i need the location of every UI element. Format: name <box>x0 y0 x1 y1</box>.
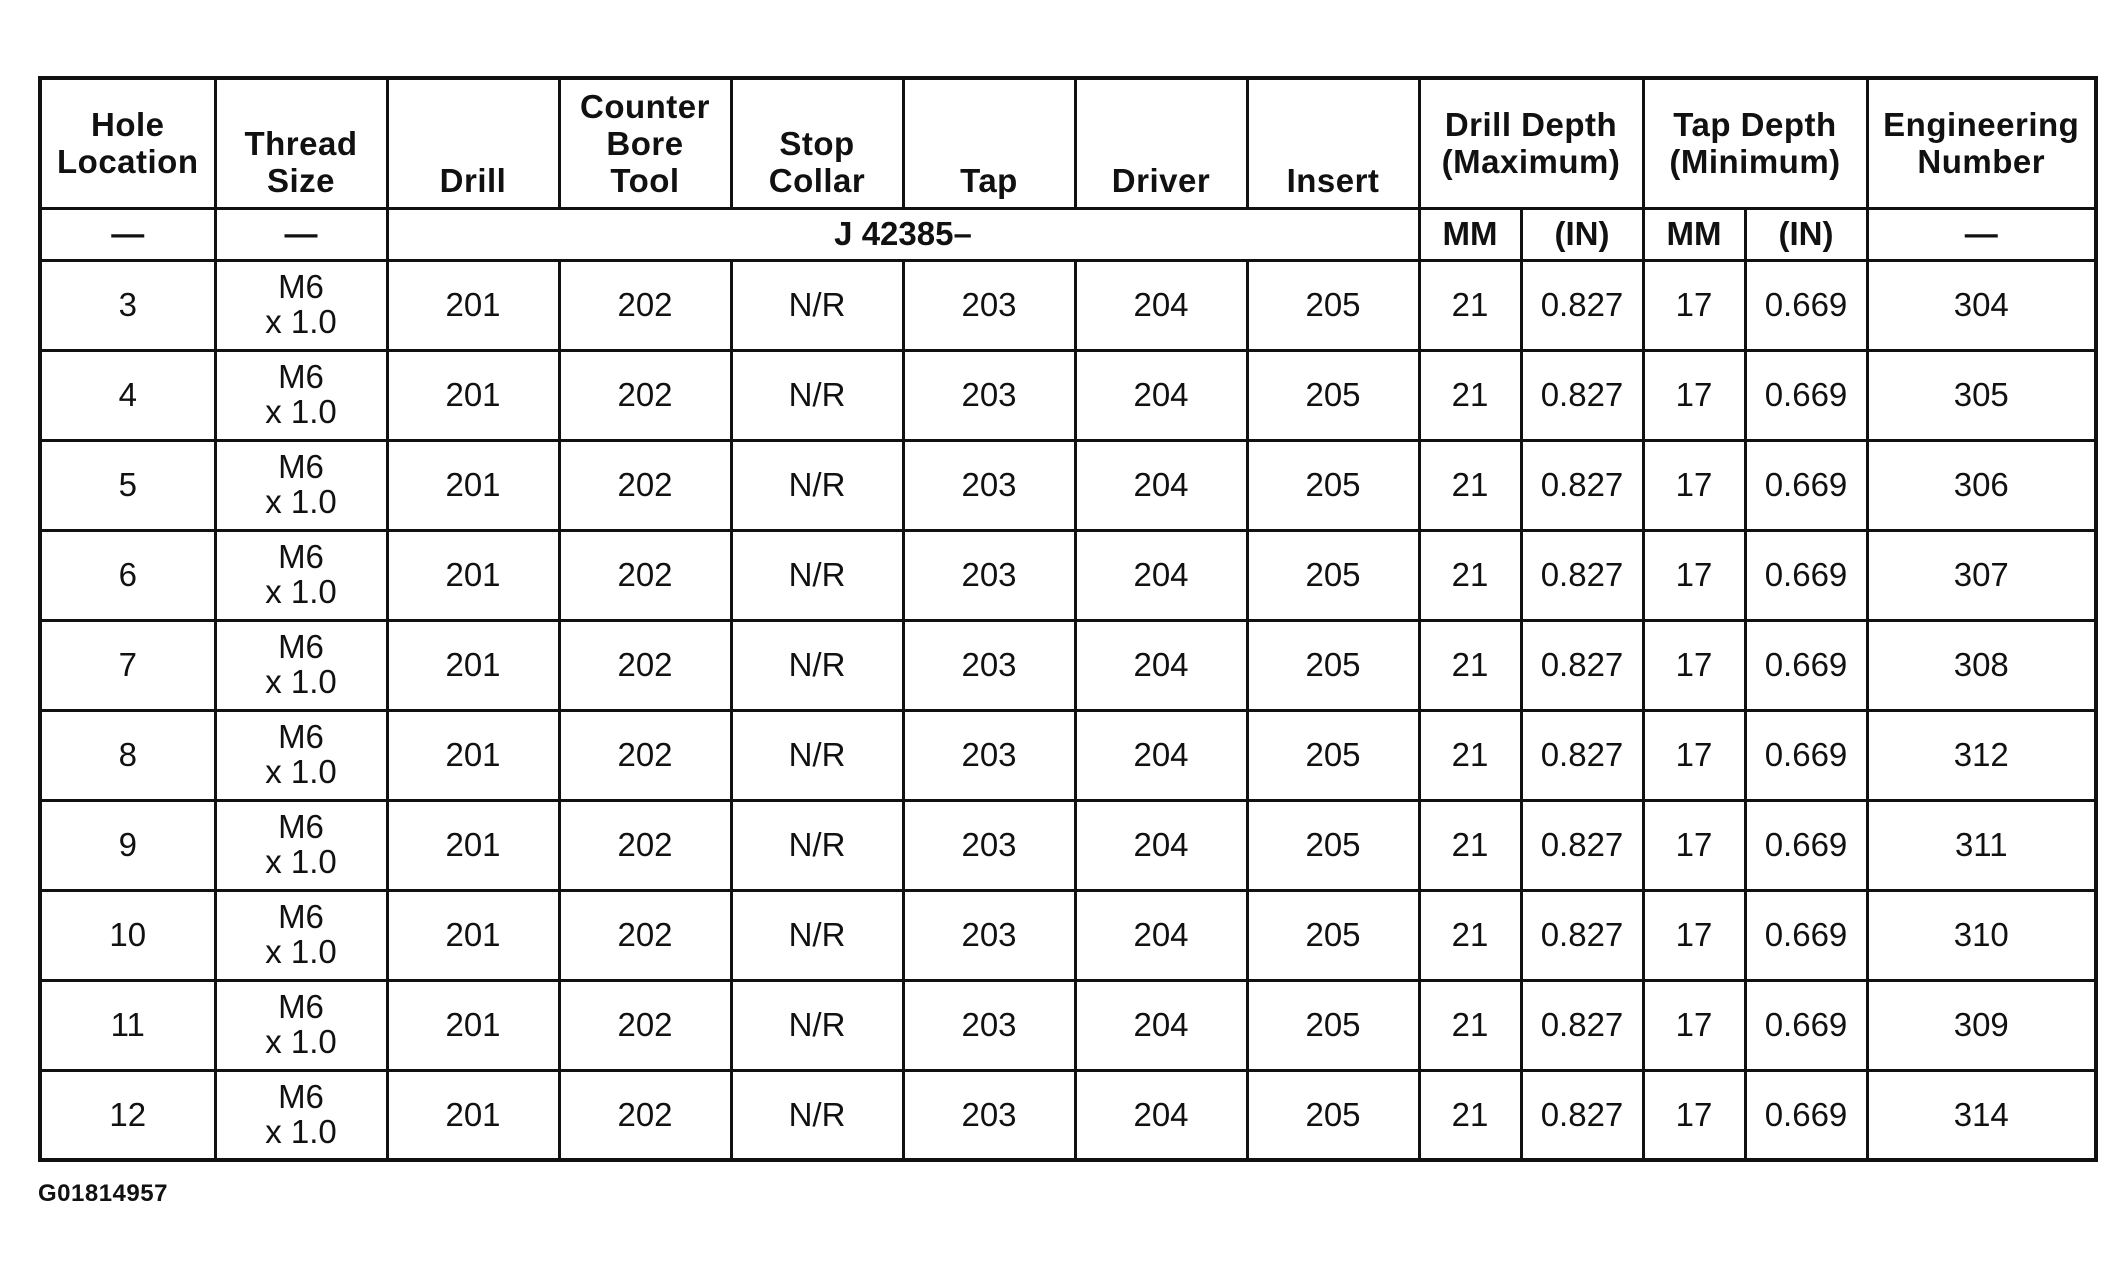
cell-insert: 205 <box>1247 800 1419 890</box>
cell-hole-location: 12 <box>40 1070 215 1160</box>
cell-thread-size <box>215 620 387 710</box>
cell-insert: 205 <box>1247 1070 1419 1160</box>
cell-hole-location: 6 <box>40 530 215 620</box>
header-driver <box>1075 78 1247 208</box>
cell-drill: 201 <box>387 260 559 350</box>
thread-size-line: M6 <box>278 988 324 1025</box>
cell-counter-bore-tool: 202 <box>559 1070 731 1160</box>
cell-drill-depth-mm: 21 <box>1419 1070 1521 1160</box>
cell-drill-depth-mm: 21 <box>1419 890 1521 980</box>
figure-id: G01814957 <box>38 1180 168 1207</box>
cell-driver: 204 <box>1075 980 1247 1070</box>
cell-stop-collar: N/R <box>731 890 903 980</box>
cell-drill-depth-mm: 21 <box>1419 530 1521 620</box>
cell-drill-depth-in: 0.827 <box>1521 440 1643 530</box>
thread-size-line: M6 <box>278 628 324 665</box>
cell-hole-location: 9 <box>40 800 215 890</box>
thread-size-line: M6 <box>278 808 324 845</box>
cell-tap-depth-mm: 17 <box>1643 530 1745 620</box>
cell-drill-depth-in: 0.827 <box>1521 800 1643 890</box>
cell-stop-collar: N/R <box>731 1070 903 1160</box>
cell-stop-collar: N/R <box>731 440 903 530</box>
header-drill <box>387 78 559 208</box>
cell-driver: 204 <box>1075 800 1247 890</box>
thread-size-line: x 1.0 <box>265 1112 337 1150</box>
cell-engineering-number: 310 <box>1867 890 2096 980</box>
thread-size-value <box>265 449 337 519</box>
cell-thread-size <box>215 890 387 980</box>
table-header-row <box>40 78 2096 208</box>
header-line: Location <box>57 143 199 181</box>
thread-size-line: x 1.0 <box>265 303 337 340</box>
table-row <box>40 710 2096 800</box>
cell-drill-depth-in: 0.827 <box>1521 1070 1643 1160</box>
header-line: Engineering <box>1883 106 2080 144</box>
cell-insert: 205 <box>1247 980 1419 1070</box>
header-line: (Maximum) <box>1441 143 1621 181</box>
cell-engineering-number: 311 <box>1867 800 2096 890</box>
thread-size-line: x 1.0 <box>265 573 337 610</box>
header-counter-bore-tool <box>559 78 731 208</box>
table-row <box>40 530 2096 620</box>
table-row <box>40 350 2096 440</box>
tool-spec-table <box>38 76 2098 1162</box>
table-row <box>40 800 2096 890</box>
cell-tap-depth-mm: 17 <box>1643 890 1745 980</box>
thread-size-line: M6 <box>278 898 324 935</box>
header-line: Drill <box>439 161 507 199</box>
thread-size-line: M6 <box>278 268 324 305</box>
cell-thread-size <box>215 980 387 1070</box>
cell-hole-location: 4 <box>40 350 215 440</box>
cell-drill-depth-in: 0.827 <box>1521 260 1643 350</box>
cell-drill: 201 <box>387 440 559 530</box>
header-line: Thread <box>244 124 358 162</box>
thread-size-line: x 1.0 <box>265 663 337 700</box>
cell-driver: 204 <box>1075 1070 1247 1160</box>
cell-tap-depth-mm: 17 <box>1643 710 1745 800</box>
cell-counter-bore-tool: 202 <box>559 350 731 440</box>
cell-tap: 203 <box>903 890 1075 980</box>
cell-insert: 205 <box>1247 530 1419 620</box>
header-stop-collar <box>731 78 903 208</box>
cell-stop-collar: N/R <box>731 620 903 710</box>
cell-drill: 201 <box>387 530 559 620</box>
cell-tap: 203 <box>903 1070 1075 1160</box>
cell-drill: 201 <box>387 800 559 890</box>
cell-stop-collar: N/R <box>731 710 903 800</box>
header-engineering-number <box>1867 78 2096 208</box>
cell-tap: 203 <box>903 800 1075 890</box>
thread-size-value <box>265 1079 337 1149</box>
cell-driver: 204 <box>1075 350 1247 440</box>
cell-tap-depth-mm: 17 <box>1643 260 1745 350</box>
subheader-tool-prefix: J 42385– <box>387 208 1419 260</box>
cell-tap-depth-in: 0.669 <box>1745 350 1867 440</box>
header-tap-depth <box>1643 78 1867 208</box>
cell-drill-depth-mm: 21 <box>1419 800 1521 890</box>
header-line: Number <box>1917 143 2046 181</box>
cell-insert: 205 <box>1247 260 1419 350</box>
header-hole-location <box>40 78 215 208</box>
cell-hole-location: 5 <box>40 440 215 530</box>
cell-insert: 205 <box>1247 710 1419 800</box>
cell-tap-depth-in: 0.669 <box>1745 260 1867 350</box>
cell-driver: 204 <box>1075 440 1247 530</box>
cell-tap-depth-mm: 17 <box>1643 620 1745 710</box>
cell-tap-depth-in: 0.669 <box>1745 440 1867 530</box>
thread-size-line: x 1.0 <box>265 753 337 790</box>
cell-stop-collar: N/R <box>731 260 903 350</box>
cell-drill-depth-mm: 21 <box>1419 710 1521 800</box>
cell-drill-depth-mm: 21 <box>1419 260 1521 350</box>
thread-size-value <box>265 629 337 699</box>
cell-drill-depth-in: 0.827 <box>1521 620 1643 710</box>
cell-counter-bore-tool: 202 <box>559 800 731 890</box>
table-row <box>40 620 2096 710</box>
header-line: Insert <box>1286 161 1380 199</box>
thread-size-line: M6 <box>278 538 324 575</box>
cell-thread-size <box>215 530 387 620</box>
cell-tap-depth-in: 0.669 <box>1745 620 1867 710</box>
table-row <box>40 980 2096 1070</box>
cell-tap-depth-mm: 17 <box>1643 800 1745 890</box>
thread-size-line: x 1.0 <box>265 933 337 970</box>
cell-hole-location: 10 <box>40 890 215 980</box>
thread-size-line: x 1.0 <box>265 483 337 520</box>
thread-size-value <box>265 989 337 1059</box>
cell-tap-depth-mm: 17 <box>1643 350 1745 440</box>
header-line: Bore <box>606 124 684 162</box>
cell-tap-depth-in: 0.669 <box>1745 890 1867 980</box>
thread-size-value <box>265 809 337 879</box>
thread-size-value <box>265 359 337 429</box>
cell-tap: 203 <box>903 620 1075 710</box>
cell-thread-size <box>215 350 387 440</box>
header-line: Size <box>266 161 336 199</box>
table-row <box>40 260 2096 350</box>
thread-size-value <box>265 269 337 339</box>
cell-engineering-number: 307 <box>1867 530 2096 620</box>
cell-counter-bore-tool: 202 <box>559 530 731 620</box>
header-insert <box>1247 78 1419 208</box>
cell-drill: 201 <box>387 890 559 980</box>
header-line: Tool <box>610 161 680 199</box>
subheader-drill-depth-mm: MM <box>1419 208 1521 260</box>
cell-engineering-number: 304 <box>1867 260 2096 350</box>
cell-engineering-number: 305 <box>1867 350 2096 440</box>
cell-driver: 204 <box>1075 260 1247 350</box>
cell-tap-depth-mm: 17 <box>1643 1070 1745 1160</box>
cell-drill: 201 <box>387 710 559 800</box>
header-thread-size <box>215 78 387 208</box>
cell-driver: 204 <box>1075 710 1247 800</box>
subheader-engineering-number: — <box>1867 208 2096 260</box>
cell-drill-depth-mm: 21 <box>1419 440 1521 530</box>
cell-stop-collar: N/R <box>731 350 903 440</box>
thread-size-line: M6 <box>278 448 324 485</box>
cell-counter-bore-tool: 202 <box>559 620 731 710</box>
subheader-tap-depth-in: (IN) <box>1745 208 1867 260</box>
cell-drill: 201 <box>387 980 559 1070</box>
cell-counter-bore-tool: 202 <box>559 890 731 980</box>
thread-size-line: x 1.0 <box>265 393 337 430</box>
cell-engineering-number: 312 <box>1867 710 2096 800</box>
cell-thread-size <box>215 440 387 530</box>
table-row <box>40 890 2096 980</box>
header-line: Collar <box>768 161 866 199</box>
header-line: (Minimum) <box>1669 143 1841 181</box>
cell-counter-bore-tool: 202 <box>559 440 731 530</box>
header-line: Stop <box>779 124 855 162</box>
header-line: Tap <box>960 161 1018 199</box>
thread-size-value <box>265 899 337 969</box>
cell-driver: 204 <box>1075 530 1247 620</box>
cell-stop-collar: N/R <box>731 530 903 620</box>
cell-drill-depth-in: 0.827 <box>1521 350 1643 440</box>
cell-drill-depth-mm: 21 <box>1419 980 1521 1070</box>
cell-engineering-number: 314 <box>1867 1070 2096 1160</box>
cell-insert: 205 <box>1247 620 1419 710</box>
thread-size-line: M6 <box>278 1077 324 1115</box>
header-tap <box>903 78 1075 208</box>
cell-tap: 203 <box>903 260 1075 350</box>
cell-tap-depth-in: 0.669 <box>1745 800 1867 890</box>
cell-drill-depth-in: 0.827 <box>1521 710 1643 800</box>
cell-tap-depth-in: 0.669 <box>1745 980 1867 1070</box>
cell-tap: 203 <box>903 350 1075 440</box>
cell-insert: 205 <box>1247 890 1419 980</box>
subheader-tap-depth-mm: MM <box>1643 208 1745 260</box>
header-line: Counter <box>580 87 710 125</box>
subheader-drill-depth-in: (IN) <box>1521 208 1643 260</box>
cell-drill-depth-mm: 21 <box>1419 620 1521 710</box>
cell-counter-bore-tool: 202 <box>559 980 731 1070</box>
cell-tap-depth-in: 0.669 <box>1745 710 1867 800</box>
subheader-hole-location: — <box>40 208 215 260</box>
cell-thread-size <box>215 260 387 350</box>
cell-tap-depth-in: 0.669 <box>1745 1070 1867 1160</box>
header-line: Driver <box>1111 161 1211 199</box>
cell-drill-depth-in: 0.827 <box>1521 980 1643 1070</box>
cell-thread-size <box>215 710 387 800</box>
cell-hole-location: 8 <box>40 710 215 800</box>
thread-size-value <box>265 539 337 609</box>
cell-thread-size <box>215 800 387 890</box>
thread-size-line: M6 <box>278 358 324 395</box>
cell-engineering-number: 309 <box>1867 980 2096 1070</box>
cell-tap: 203 <box>903 980 1075 1070</box>
cell-tap-depth-in: 0.669 <box>1745 530 1867 620</box>
cell-drill: 201 <box>387 1070 559 1160</box>
cell-engineering-number: 308 <box>1867 620 2096 710</box>
table-subheader-row <box>40 208 2096 260</box>
cell-thread-size <box>215 1070 387 1160</box>
thread-size-line: x 1.0 <box>265 1023 337 1060</box>
cell-stop-collar: N/R <box>731 800 903 890</box>
cell-drill: 201 <box>387 620 559 710</box>
cell-stop-collar: N/R <box>731 980 903 1070</box>
subheader-thread-size: — <box>215 208 387 260</box>
header-line: Tap Depth <box>1673 106 1837 144</box>
cell-drill-depth-in: 0.827 <box>1521 890 1643 980</box>
header-line: Drill Depth <box>1444 106 1618 144</box>
cell-tap: 203 <box>903 530 1075 620</box>
cell-counter-bore-tool: 202 <box>559 710 731 800</box>
thread-size-line: M6 <box>278 718 324 755</box>
cell-driver: 204 <box>1075 620 1247 710</box>
header-line: Hole <box>90 106 165 144</box>
cell-hole-location: 3 <box>40 260 215 350</box>
cell-insert: 205 <box>1247 350 1419 440</box>
cell-driver: 204 <box>1075 890 1247 980</box>
cell-tap-depth-mm: 17 <box>1643 980 1745 1070</box>
table-body <box>40 260 2096 1160</box>
cell-engineering-number: 306 <box>1867 440 2096 530</box>
thread-size-line: x 1.0 <box>265 843 337 880</box>
table-row <box>40 1070 2096 1160</box>
cell-hole-location: 7 <box>40 620 215 710</box>
header-drill-depth <box>1419 78 1643 208</box>
cell-counter-bore-tool: 202 <box>559 260 731 350</box>
table-row <box>40 440 2096 530</box>
cell-tap-depth-mm: 17 <box>1643 440 1745 530</box>
cell-tap: 203 <box>903 710 1075 800</box>
cell-drill-depth-in: 0.827 <box>1521 530 1643 620</box>
cell-insert: 205 <box>1247 440 1419 530</box>
thread-size-value <box>265 719 337 789</box>
cell-drill: 201 <box>387 350 559 440</box>
cell-drill-depth-mm: 21 <box>1419 350 1521 440</box>
cell-hole-location: 11 <box>40 980 215 1070</box>
cell-tap: 203 <box>903 440 1075 530</box>
